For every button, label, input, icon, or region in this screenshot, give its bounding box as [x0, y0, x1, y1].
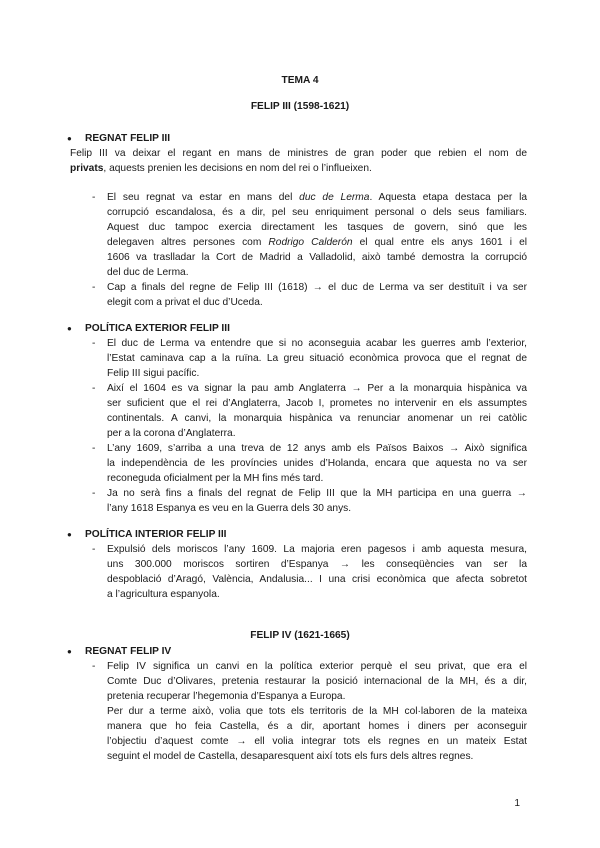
exterior-item-1-line-2: l’Estat caminava cap a la ruïna. La greu situació econòmica provoca que el regnat de [107, 353, 527, 364]
dash-bullet: - [92, 338, 96, 349]
interior-item-line-2: uns 300.000 moriscos sortiren d’Espanya → les conseqüències van ser la [107, 559, 527, 570]
exterior-item-2-line-2: ser suficient que el rei d’Anglaterra, Jacob I, prometes no intervenir en els assumptes [107, 398, 527, 409]
felip-iv-para2-line-3: l’objectiu d’aquest comte → ell volia integrar tots els regnes en un mateix Estat [107, 736, 527, 747]
privats-bold: privats [70, 163, 104, 174]
interior-item-line-1: Expulsió dels moriscos l’any 1609. La majoria eren pagesos i amb aquesta mesura, [107, 544, 527, 555]
bullet-icon: ● [67, 530, 72, 539]
dash-bullet: - [92, 443, 96, 454]
item-uceda-line-1: Cap a finals del regne de Felip III (1618) → el duc de Lerma va ser destituït i va ser [107, 282, 527, 293]
felip-iv-item-line-3: pretenia recuperar l’hegemonia d’Espanya a Europa. [107, 691, 346, 702]
felip-iv-item-line-2: Comte Duc d’Olivares, pretenia restaurar la posició internacional de la MH, és a dir, [107, 676, 527, 687]
section-heading-felip-iv: FELIP IV (1621-1665) [250, 630, 350, 641]
subheading-politica-exterior: POLÍTICA EXTERIOR FELIP III [85, 323, 230, 334]
item-lerma-line-4: delegaven altres persones com Rodrigo Calderón el qual entre els anys 1601 i el [107, 237, 528, 248]
exterior-item-4-line-2: l’any 1618 Espanya es veu en la Guerra dels 30 anys. [107, 503, 352, 514]
subheading-regnat-felip-iv: REGNAT FELIP IV [85, 646, 172, 657]
exterior-item-4-line-1: Ja no serà fins a finals del regnat de Felip III que la MH participa en una guerra → [107, 488, 527, 499]
exterior-item-1-line-3: Felip III sigui pacífic. [107, 368, 200, 379]
bullet-icon: ● [67, 647, 72, 656]
page-number: 1 [514, 798, 520, 809]
intro-line-2: privats, aquests prenien les decisions en nom del rei o l’influeixen. [70, 163, 372, 174]
felip-iv-para2-line-2: manera que ho feia Castella, és a dir, aportant homes i diners per aconseguir [107, 721, 527, 732]
bullet-icon: ● [67, 134, 72, 143]
felip-iv-para2-line-1: Per dur a terme això, volia que tots els territoris de la MH col·laboren de la mateixa [107, 706, 527, 717]
rodrigo-calderon-italic: Rodrigo Calderón [268, 237, 353, 248]
intro-line-1: Felip III va deixar el regant en mans de ministres de gran poder que rebien el nom de [70, 148, 527, 159]
document-title: TEMA 4 [281, 75, 319, 86]
dash-bullet: - [92, 488, 96, 499]
item-lerma-line-2: corrupció escandalosa, és a dir, pel seu enriquiment personal o dels seus familiars. [107, 207, 527, 218]
duc-de-lerma-italic: duc de Lerma [299, 192, 370, 203]
bullet-icon: ● [67, 324, 72, 333]
item-lerma-line-5: 1606 va traslladar la Cort de Madrid a Valladolid, això també demostra la corrupció [107, 252, 527, 263]
interior-item-line-4: a l’agricultura espanyola. [107, 589, 220, 600]
interior-item-line-3: despoblació d’Aragó, València, Andalusia... I una crisi econòmica que afecta sobretot [107, 574, 527, 585]
item-lerma-line-1: El seu regnat va estar en mans del duc de Lerma. Aquesta etapa destaca per la [107, 192, 527, 203]
subheading-regnat-felip-iii: REGNAT FELIP III [85, 133, 171, 144]
exterior-item-1-line-1: El duc de Lerma va entendre que si no aconseguia acabar les guerres amb l’exterior, [107, 338, 527, 349]
exterior-item-2-line-4: per a la corona d’Anglaterra. [107, 428, 236, 439]
exterior-item-2-line-1: Així el 1604 es va signar la pau amb Anglaterra → Per a la monarquia hispànica va [107, 383, 527, 394]
dash-bullet: - [92, 192, 96, 203]
felip-iv-item-line-1: Felip IV significa un canvi en la política exterior perquè el seu privat, que era el [107, 661, 527, 672]
dash-bullet: - [92, 661, 96, 672]
dash-bullet: - [92, 383, 96, 394]
exterior-item-2-line-3: continentals. A canvi, la monarquia hispànica va renunciar anomenar un rei catòlic [107, 413, 527, 424]
item-lerma-line-3: Aquest duc tampoc exercia directament les tasques de govern, sinó que les [107, 222, 527, 233]
felip-iv-para2-line-4: seguint el model de Castella, desaparesquent així tots els furs dels altres regnes. [107, 751, 474, 762]
section-heading-felip-iii: FELIP III (1598-1621) [250, 101, 350, 112]
item-lerma-line-6: del duc de Lerma. [107, 267, 189, 278]
subheading-politica-interior: POLÍTICA INTERIOR FELIP III [85, 529, 227, 540]
dash-bullet: - [92, 544, 96, 555]
item-uceda-line-2: elegit com a privat el duc d’Uceda. [107, 297, 263, 308]
dash-bullet: - [92, 282, 96, 293]
exterior-item-3-line-3: reconeguda oficialment per la MH fins més tard. [107, 473, 324, 484]
exterior-item-3-line-2: la independència de les províncies unides d’Holanda, encara que aquesta no va ser [107, 458, 527, 469]
exterior-item-3-line-1: L’any 1609, s’arriba a una treva de 12 anys amb els Països Baixos → Això significa [107, 443, 527, 454]
